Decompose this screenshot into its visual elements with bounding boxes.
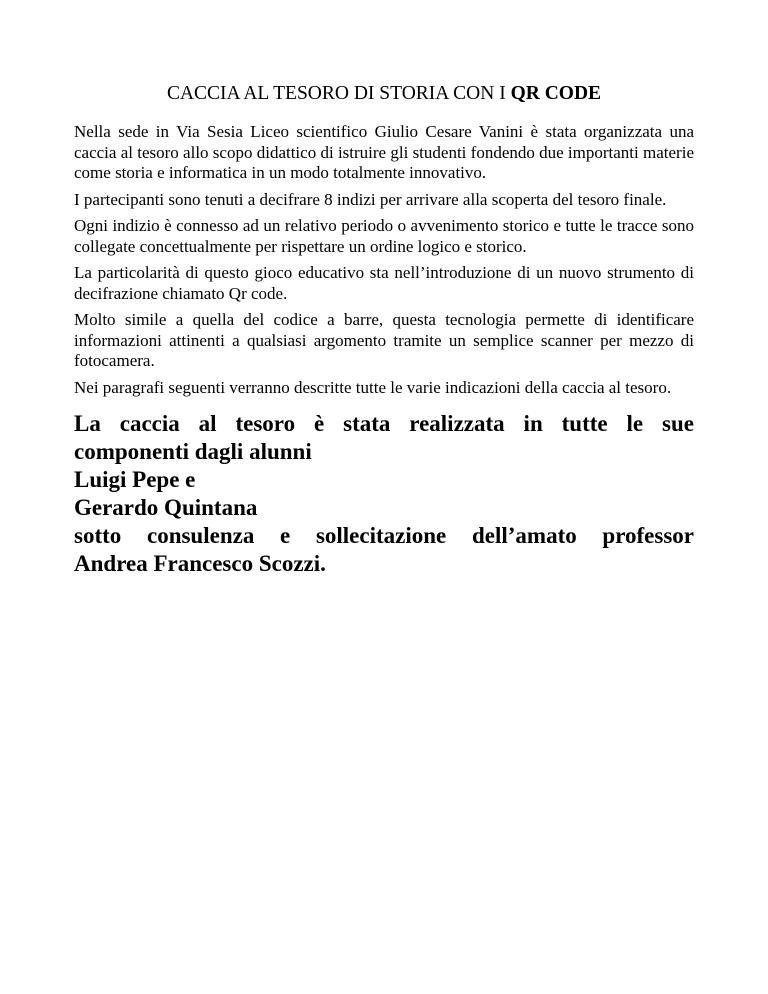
paragraph-participants: I partecipanti sono tenuti a decifrare 8 indizi per arrivare alla scoperta del tesoro finale.	[74, 189, 667, 209]
paragraph-following: Nei paragrafi seguenti verranno descritte tutte le varie indicazioni della caccia al tesoro.	[74, 377, 672, 397]
paragraph-intro: Nella sede in Via Sesia Liceo scientifico Giulio Cesare Vanini è stata organizzata una caccia al tesoro allo scopo didattico di istruire gli studenti fondendo due importanti materie come storia e informatica in un modo totalmente innovativo.	[74, 122, 694, 182]
paragraph-technology: Molto simile a quella del codice a barre, questa tecnologia permette di identificare informazioni attinenti a qualsiasi argomento tramite un semplice scanner per mezzo di fotocamera.	[74, 310, 694, 370]
title-bold-part: QR CODE	[510, 83, 602, 104]
title-prefix: CACCIA AL TESORO DI STORIA CON I	[166, 83, 511, 104]
credits-block	[74, 410, 694, 578]
credits-student-1: Luigi Pepe e	[74, 467, 196, 492]
credits-student-2: Gerardo Quintana	[74, 495, 258, 520]
credits-line-5: sotto consulenza e sollecitazione dell’amato professor	[74, 523, 694, 548]
credits-line-2: componenti dagli alunni	[74, 439, 312, 464]
credits-line-1: La caccia al tesoro è stata realizzata in tutte le sue	[74, 411, 694, 436]
document-title	[74, 82, 694, 106]
credits-professor: Andrea Francesco Scozzi.	[74, 551, 326, 576]
document-page	[74, 82, 694, 578]
paragraph-clues: Ogni indizio è connesso ad un relativo periodo o avvenimento storico e tutte le tracce sono collegate concettualmente per rispettare un ordine logico e storico.	[74, 216, 694, 256]
paragraph-qr-code: La particolarità di questo gioco educativo sta nell’introduzione di un nuovo strumento di decifrazione chiamato Qr code.	[74, 263, 694, 303]
